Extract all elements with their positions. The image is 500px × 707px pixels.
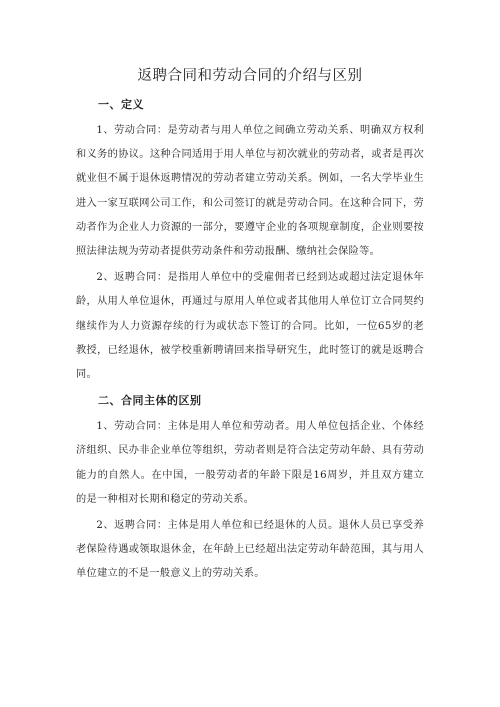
document-title: 返聘合同和劳动合同的介绍与区别 <box>137 68 363 84</box>
section-heading: 一、定义 <box>98 98 144 111</box>
paragraph-labor-contract-definition: 1、劳动合同：是劳动者与用人单位之间确立劳动关系、明确双方权利和义务的协议。这种合同适用于用人单位与初次就业的劳动者，或者是再次就业但不属于退休返聘情况的劳动者建立劳动关系。例如，一名大学毕业生进入一家互联网公司工作，和公司签订的就是劳动合同。在这种合同下，劳动者作为企业人力资源的一部分，要遵守企业的各项规章制度，企业则要按照法律法规为劳动者提供劳动条件和劳动报酬、缴纳社会保险等。 <box>76 125 424 258</box>
section-heading: 二、合同主体的区别 <box>98 394 202 408</box>
paragraph-rehire-contract-parties: 2、返聘合同：主体是用人单位和已经退休的人员。退休人员已享受养老保险待遇或领取退休金，在年龄上已经超出法定劳动年龄范围，其与用人单位建立的不是一般意义上的劳动关系。 <box>76 520 424 580</box>
paragraph-labor-contract-parties: 1、劳动合同：主体是用人单位和劳动者。用人单位包括企业、个体经济组织、民办非企业单位等组织，劳动者则是符合法定劳动年龄、具有劳动能力的自然人。在中国，一般劳动者的年龄下限是16周岁，并且双方建立的是一种相对长期和稳定的劳动关系。 <box>76 421 424 505</box>
section-contract-parties <box>76 392 424 586</box>
paragraph-rehire-contract-definition: 2、返聘合同：是指用人单位中的受雇佣者已经到达或超过法定退休年龄，从用人单位退休，再通过与原用人单位或者其他用人单位订立合同契约继续作为人力资源存续的行为或状态下签订的合同。比如，一位65岁的老教授，已经退休，被学校重新聘请回来指导研究生，此时签订的就是返聘合同。 <box>76 272 424 381</box>
section-definition <box>76 96 424 387</box>
